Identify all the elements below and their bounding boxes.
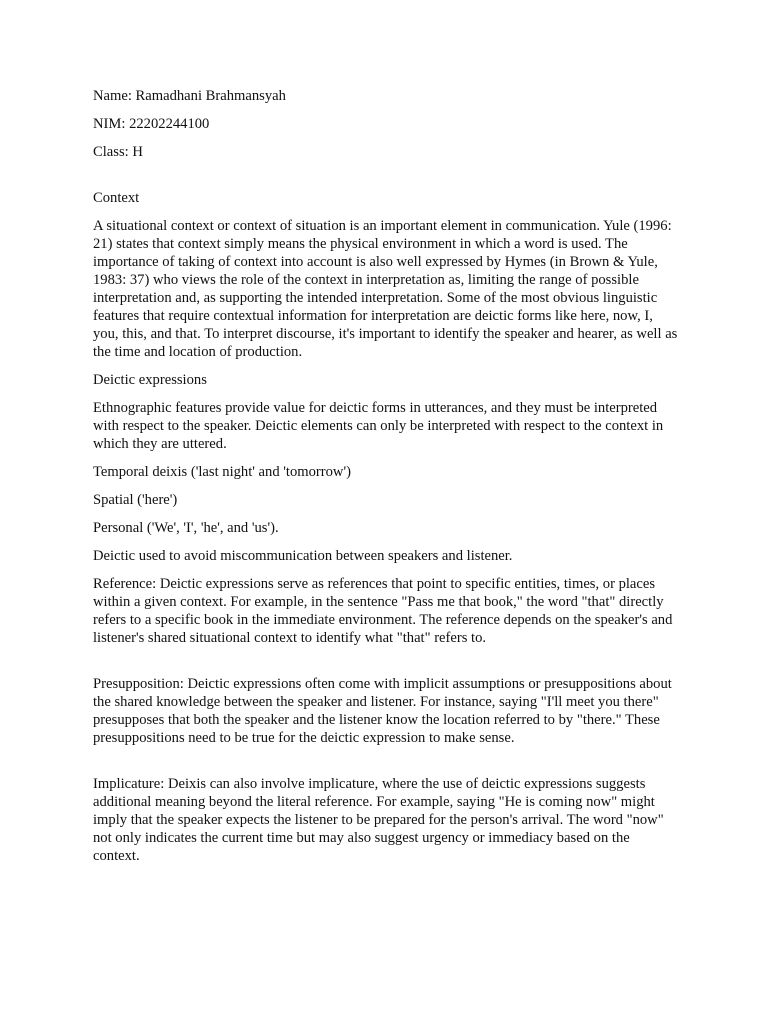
reference-paragraph: Reference: Deictic expressions serve as references that point to specific entities, times, or places within a given context. For example, in the sentence "Pass me that book," the word "that" directly refers to a specific book in the immediate environment. The reference depends on the speaker's and listener's shared situational context to identify what "that" refers to. <box>93 576 673 646</box>
student-class: Class: H <box>93 144 143 160</box>
implicature-paragraph: Implicature: Deixis can also involve implicature, where the use of deictic expressions suggests additional meaning beyond the literal reference. For example, saying "He is coming now" might imply that the speaker expects the listener to be prepared for the person's arrival. The word "now" not only indicates the current time but may also suggest urgency or immediacy based on the context. <box>93 776 664 864</box>
context-paragraph: A situational context or context of situation is an important element in communication. Yule (1996: 21) states that context simply means the physical environment in which a word is used. The importance of taking of context into account is also well expressed by Hymes (in Brown & Yule, 1983: 37) who views the role of the context in interpretation as, limiting the range of possible interpretation and, as supporting the intended interpretation. Some of the most obvious linguistic features that require contextual information for interpretation are deictic forms like here, now, I, you, this, and that. To interpret discourse, it's important to identify the speaker and hearer, as well as the time and location of production. <box>93 218 678 360</box>
personal-deixis: Personal ('We', 'I', 'he', and 'us'). <box>93 520 279 536</box>
document-page <box>93 87 678 875</box>
deictic-heading: Deictic expressions <box>93 372 207 388</box>
deictic-purpose: Deictic used to avoid miscommunication between speakers and listener. <box>93 548 513 564</box>
temporal-deixis: Temporal deixis ('last night' and 'tomorrow') <box>93 464 351 480</box>
student-nim: NIM: 22202244100 <box>93 116 210 132</box>
context-heading: Context <box>93 190 140 206</box>
deictic-paragraph: Ethnographic features provide value for deictic forms in utterances, and they must be interpreted with respect to the speaker. Deictic elements can only be interpreted with respect to the context in which they are uttered. <box>93 400 664 452</box>
spatial-deixis: Spatial ('here') <box>93 492 178 508</box>
presupposition-paragraph: Presupposition: Deictic expressions often come with implicit assumptions or presuppositions about the shared knowledge between the speaker and listener. For instance, saying "I'll meet you there" presupposes that both the speaker and the listener know the location referred to by "there." These presuppositions need to be true for the deictic expression to make sense. <box>93 676 672 746</box>
student-name: Name: Ramadhani Brahmansyah <box>93 88 286 104</box>
